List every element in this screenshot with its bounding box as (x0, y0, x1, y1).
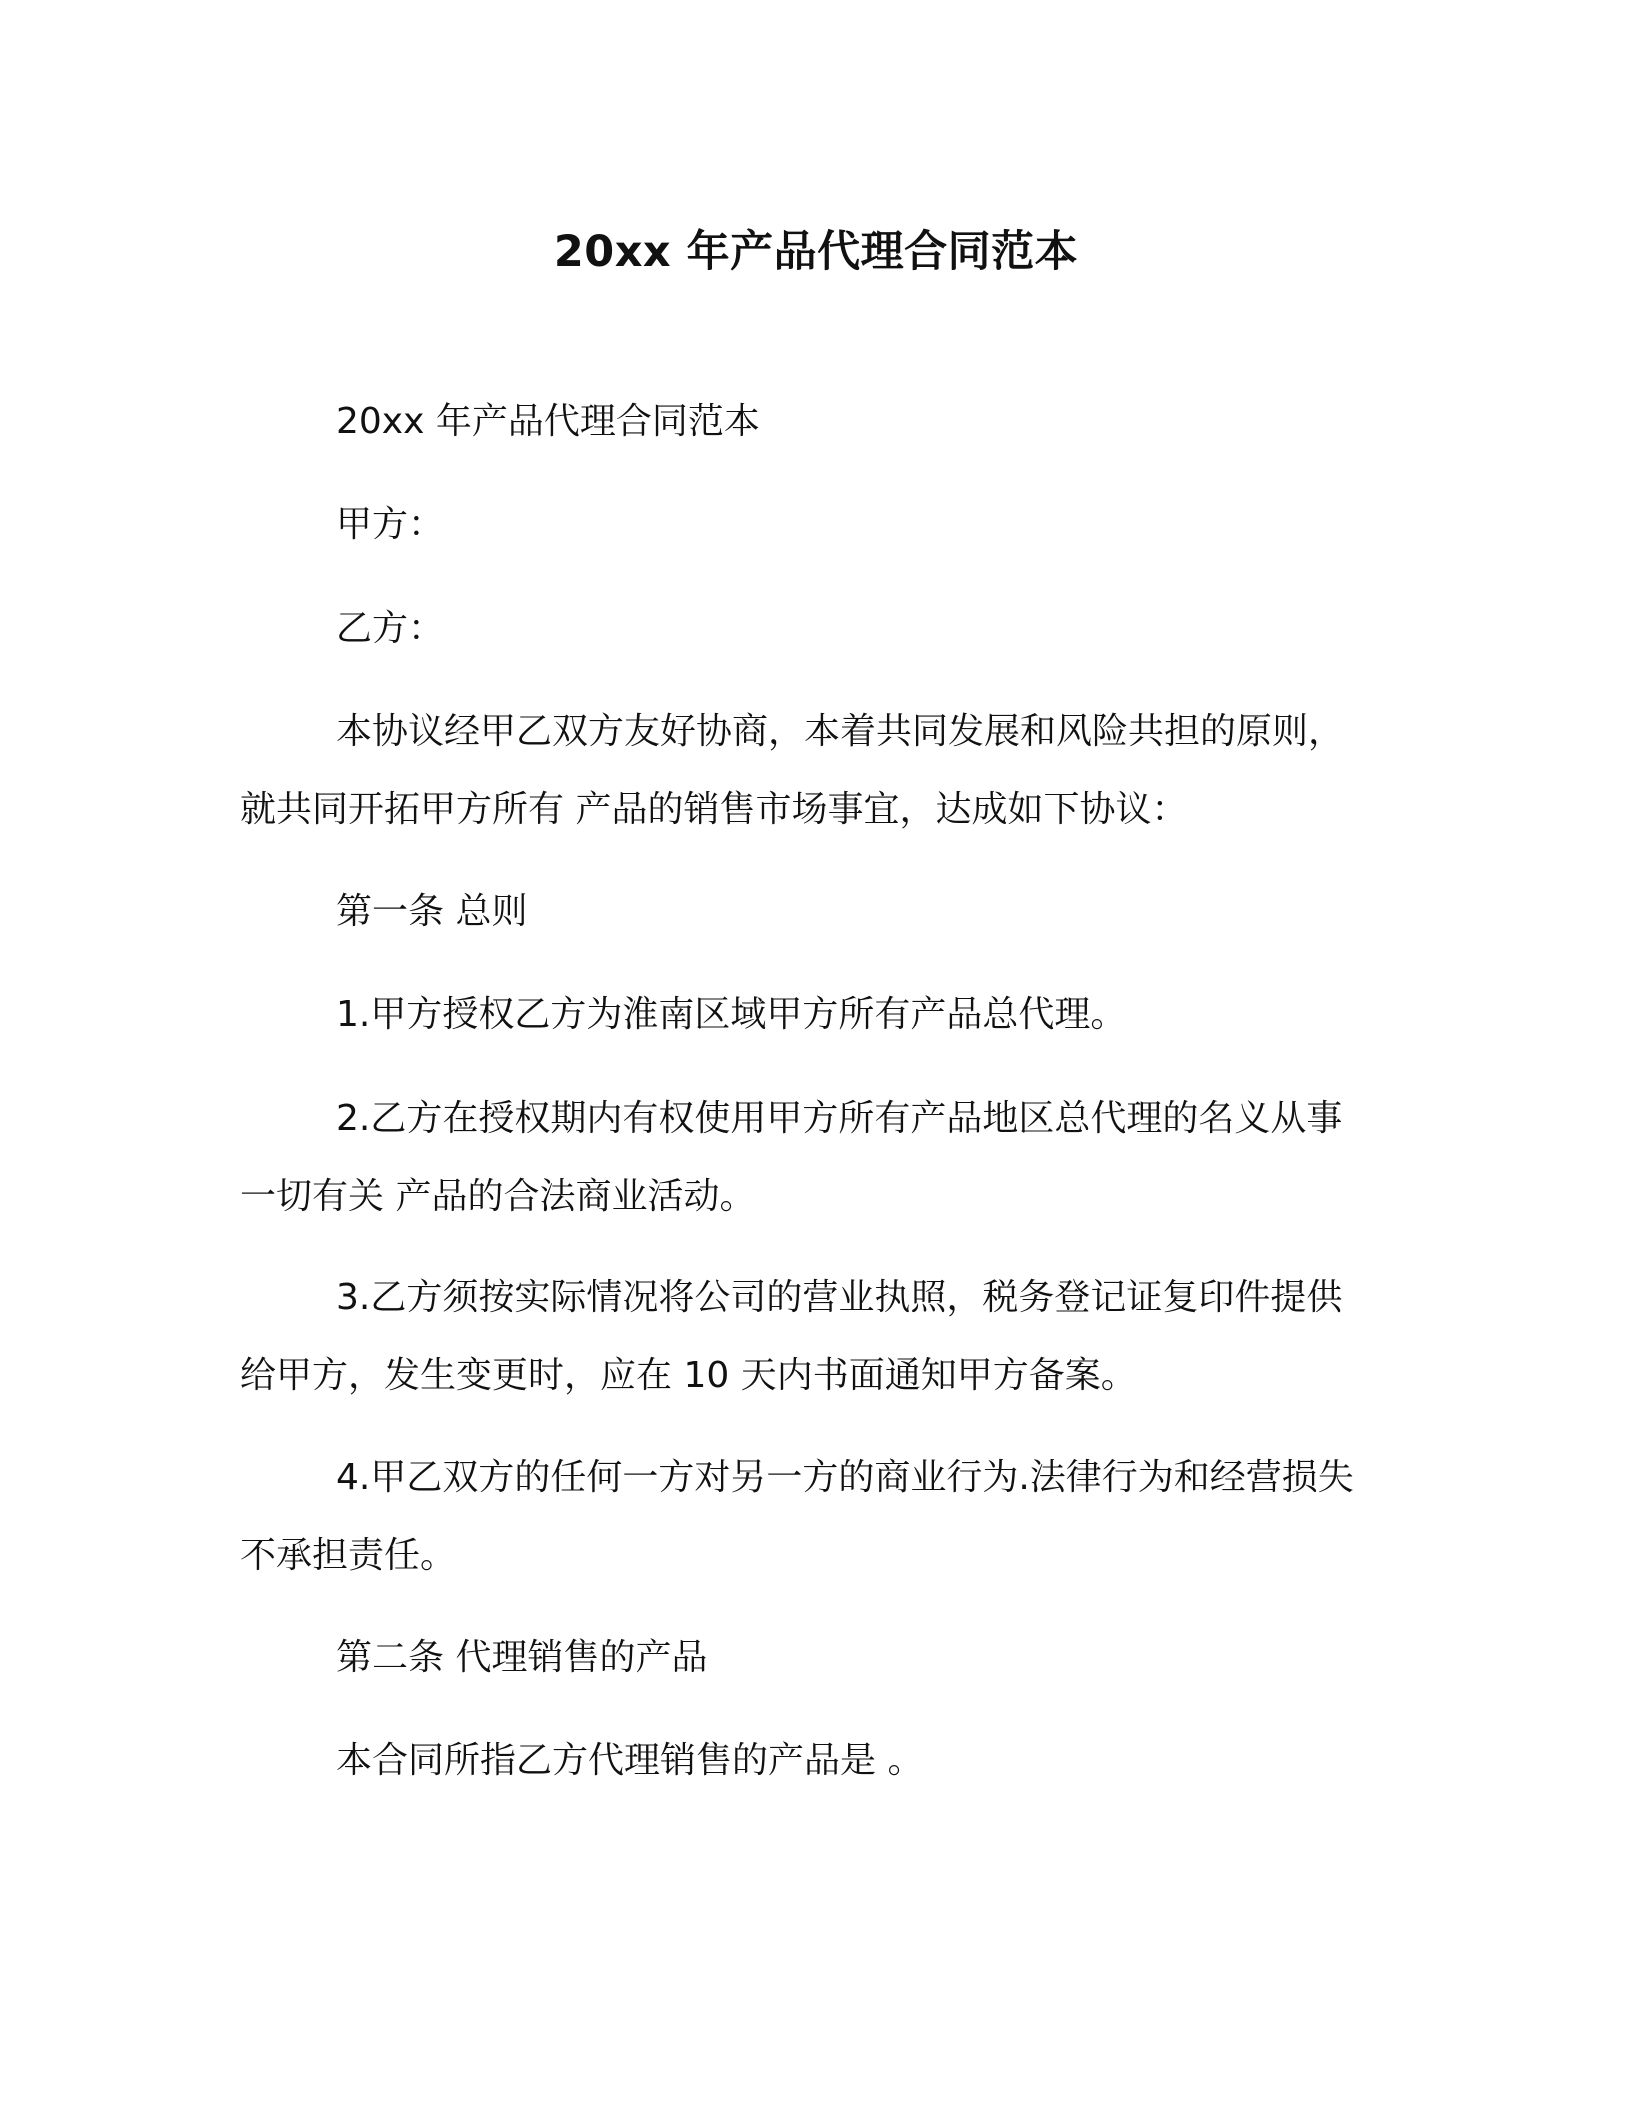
clause-1 (240, 976, 1376, 1054)
paragraph-line: 本协议经甲乙双方友好协商，本着共同发展和风险共担的原则， (336, 711, 1345, 752)
paragraph-line: 就共同开拓甲方所有 产品的销售市场事宜，达成如下协议： (240, 789, 1188, 830)
paragraph-line: 3.乙方须按实际情况将公司的营业执照，税务登记证复印件提供 (336, 1277, 1343, 1318)
paragraph-party-b (240, 590, 1376, 668)
paragraph-line: 20xx 年产品代理合同范本 (336, 401, 760, 442)
paragraph-line: 乙方： (336, 608, 445, 649)
paragraph-subtitle (240, 383, 1376, 461)
paragraph-preamble (240, 693, 1376, 849)
paragraph-line: 本合同所指乙方代理销售的产品是 。 (336, 1740, 924, 1781)
paragraph-line: 1.甲方授权乙方为淮南区域甲方所有产品总代理。 (336, 994, 1127, 1035)
clause-4 (240, 1439, 1376, 1595)
paragraph-line: 给甲方，发生变更时，应在 10 天内书面通知甲方备案。 (240, 1355, 1137, 1396)
section-heading-1 (240, 873, 1376, 951)
paragraph-line: 4.甲乙双方的任何一方对另一方的商业行为.法律行为和经营损失 (336, 1457, 1354, 1498)
section-heading-2 (240, 1619, 1376, 1697)
paragraph-line: 第一条 总则 (336, 891, 528, 932)
clause-product (240, 1722, 1376, 1800)
paragraph-party-a (240, 486, 1376, 564)
paragraph-line: 甲方： (336, 504, 445, 545)
paragraph-line: 2.乙方在授权期内有权使用甲方所有产品地区总代理的名义从事 (336, 1098, 1343, 1139)
document-title: 20xx 年产品代理合同范本 (553, 227, 1079, 277)
paragraph-line: 第二条 代理销售的产品 (336, 1637, 708, 1678)
paragraph-line: 一切有关 产品的合法商业活动。 (240, 1176, 756, 1217)
paragraph-line: 不承担责任。 (240, 1535, 457, 1576)
clause-3 (240, 1259, 1376, 1415)
clause-2 (240, 1080, 1376, 1236)
